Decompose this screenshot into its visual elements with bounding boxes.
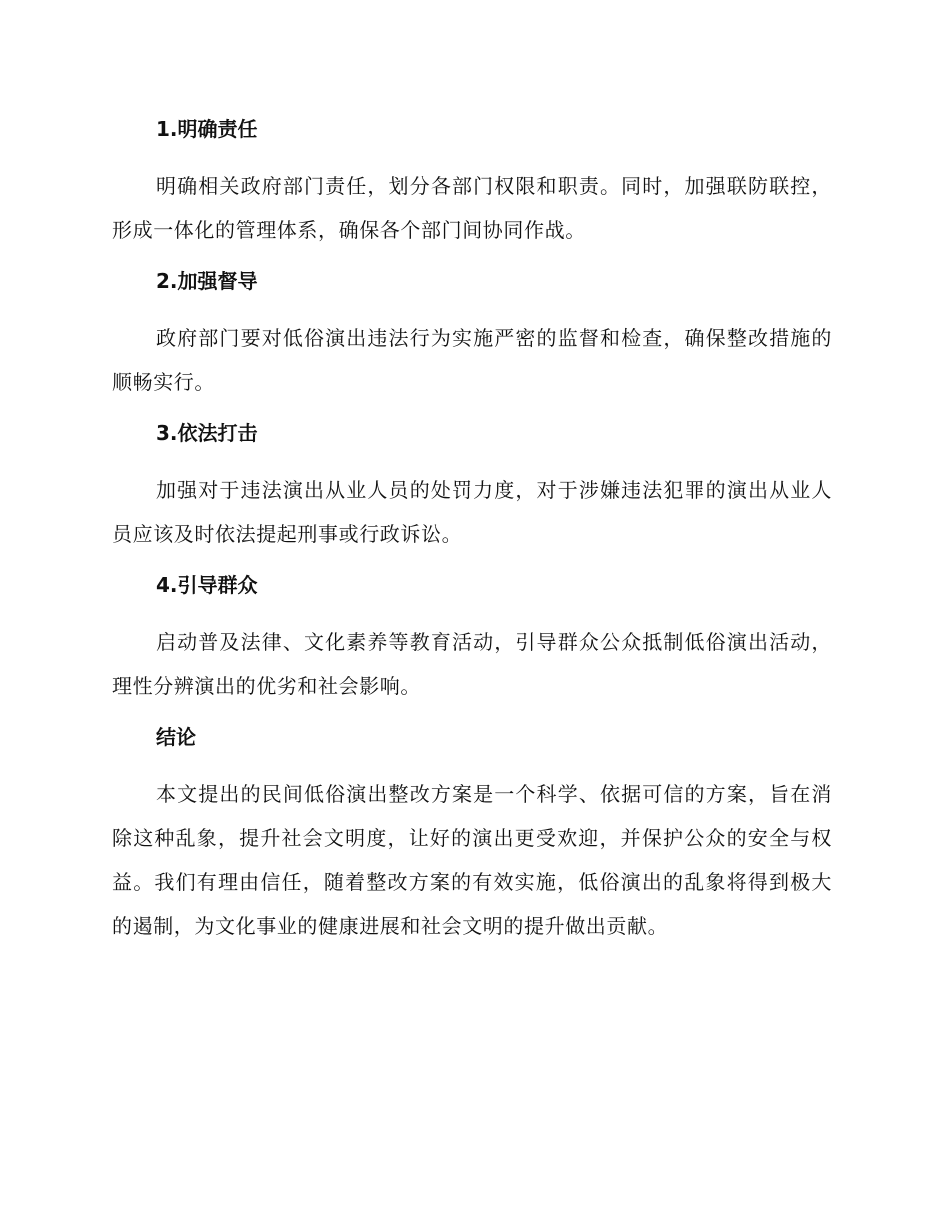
document-page xyxy=(112,110,832,958)
section-heading: 1.明确责任 xyxy=(156,117,258,141)
section-3 xyxy=(112,414,832,556)
section-1 xyxy=(112,110,832,252)
section-paragraph: 政府部门要对低俗演出违法行为实施严密的监督和检查，确保整改措施的顺畅实行。 xyxy=(112,326,832,394)
conclusion-heading: 结论 xyxy=(156,725,196,749)
section-paragraph: 加强对于违法演出从业人员的处罚力度，对于涉嫌违法犯罪的演出从业人员应该及时依法提起刑事或行政诉讼。 xyxy=(112,478,832,546)
section-heading: 4.引导群众 xyxy=(156,573,258,597)
section-heading: 3.依法打击 xyxy=(156,421,258,445)
section-conclusion xyxy=(112,718,832,948)
conclusion-paragraph: 本文提出的民间低俗演出整改方案是一个科学、依据可信的方案，旨在消除这种乱象，提升社会文明度，让好的演出更受欢迎，并保护公众的安全与权益。我们有理由信任，随着整改方案的有效实施，低俗演出的乱象将得到极大的遏制，为文化事业的健康进展和社会文明的提升做出贡献。 xyxy=(112,782,832,938)
section-paragraph: 明确相关政府部门责任，划分各部门权限和职责。同时，加强联防联控，形成一体化的管理体系，确保各个部门间协同作战。 xyxy=(112,174,832,242)
section-paragraph: 启动普及法律、文化素养等教育活动，引导群众公众抵制低俗演出活动，理性分辨演出的优劣和社会影响。 xyxy=(112,630,832,698)
section-2 xyxy=(112,262,832,404)
section-4 xyxy=(112,566,832,708)
section-heading: 2.加强督导 xyxy=(156,269,258,293)
